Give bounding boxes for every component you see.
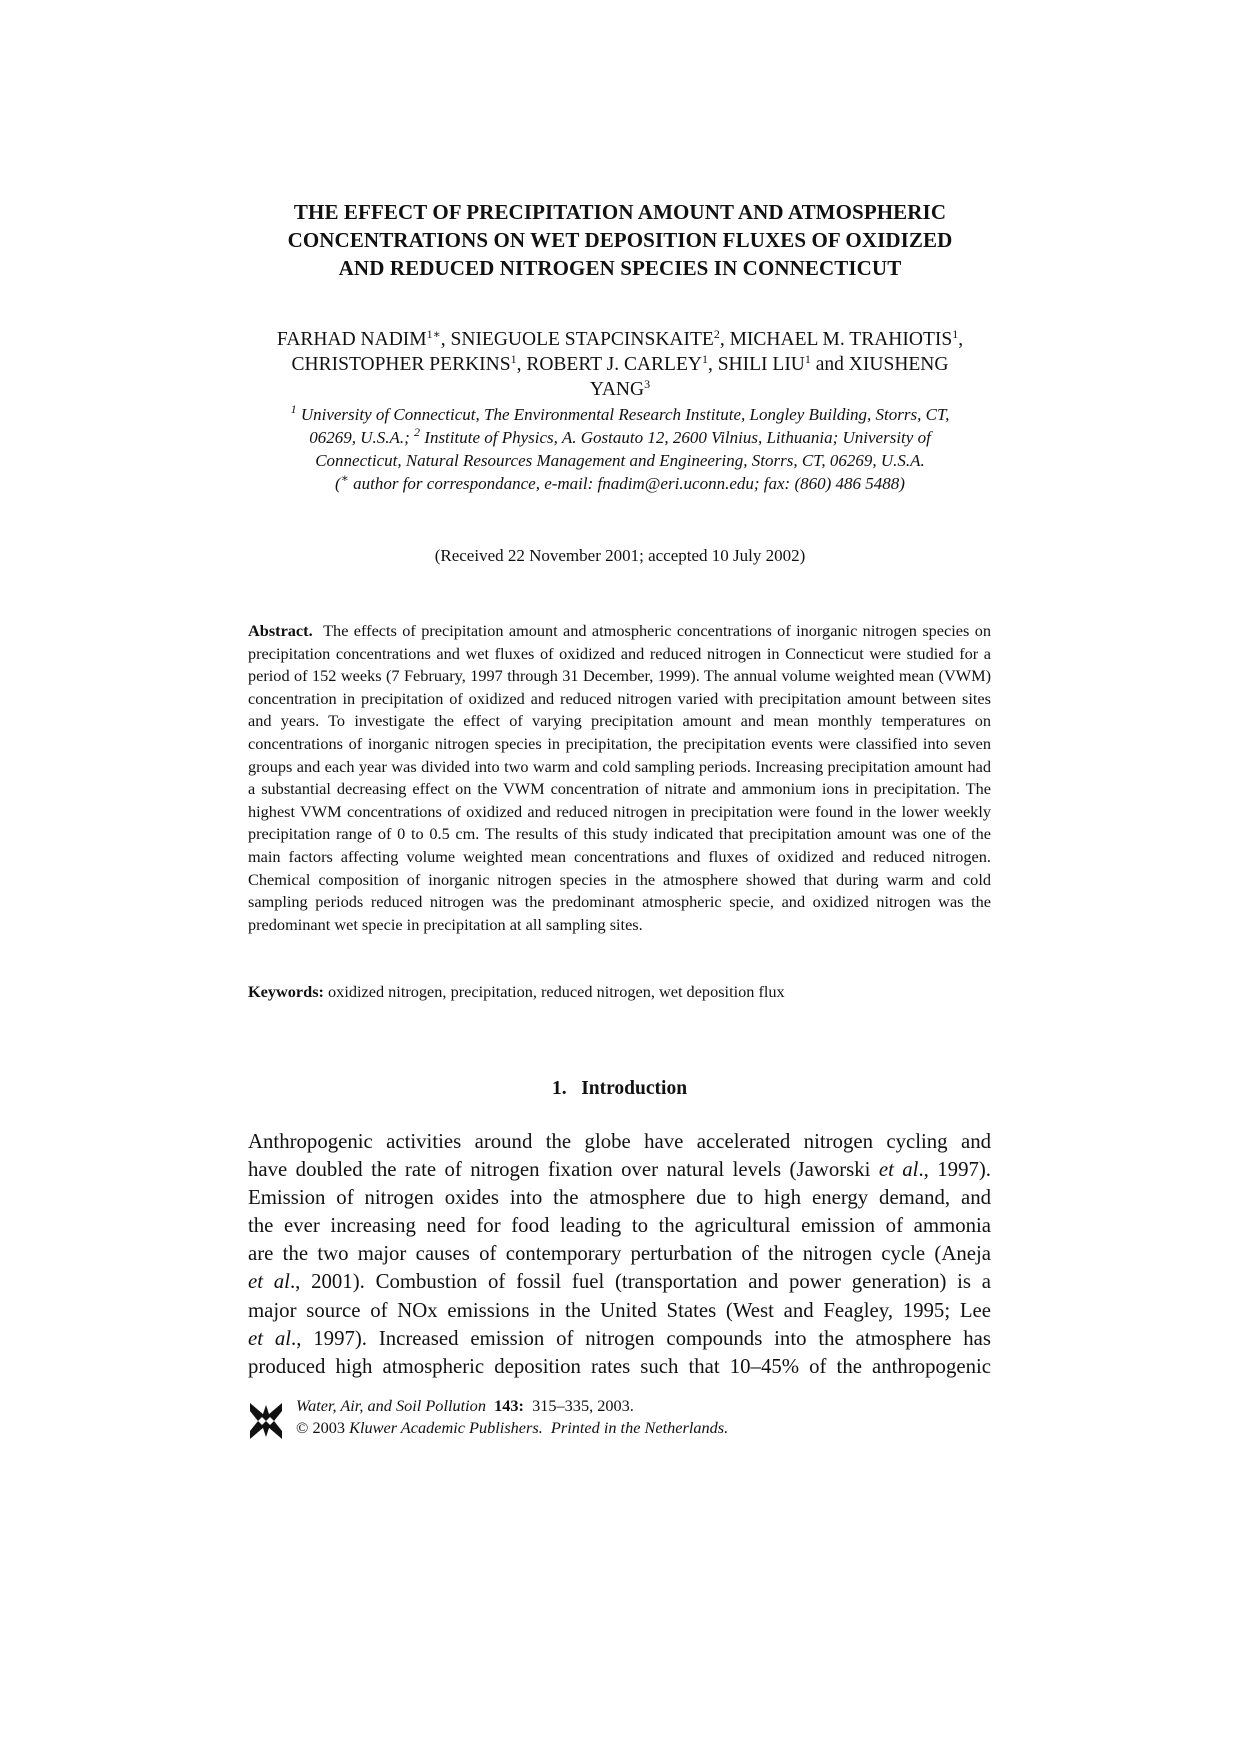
body-line: the ever increasing need for food leading to the agricultural emission of ammonia: [248, 1214, 991, 1238]
section-title: Introduction: [581, 1078, 688, 1099]
body-line: have doubled the rate of nitrogen fixation over natural levels (Jaworski et al., 1997).: [248, 1158, 991, 1182]
keywords: [248, 981, 991, 1003]
publisher-logo-icon: [248, 1401, 284, 1441]
body-line: major source of NOx emissions in the United States (West and Feagley, 1995; Lee: [248, 1298, 991, 1322]
received-dates: (Received 22 November 2001; accepted 10 July 2002): [434, 546, 806, 565]
affiliation-line: 06269, U.S.A.; $^2$ Institute of Physics, A. Gostauto 12, 2600 Vilnius, Lithuania; University of: [309, 425, 931, 447]
abstract: [248, 620, 991, 936]
abstract-label: Abstract.: [248, 621, 313, 640]
title-line: THE EFFECT OF PRECIPITATION AMOUNT AND ATMOSPHERIC: [293, 200, 947, 224]
keywords-label: Keywords:: [248, 982, 324, 1001]
abstract-text: The effects of precipitation amount and atmospheric concentrations of inorganic nitrogen species on precipitation concentrations and wet fluxes of oxidized and reduced nitrogen in Connecticut were studied for a period of 152 weeks (7 February, 1997 through 31 December, 1999). The annual volume weighted mean (VWM) concentration in precipitation of oxidized and reduced nitrogen varied with precipitation amount between sites and years. To investigate the effect of varying precipitation amount and mean monthly temperatures on concentrations of inorganic nitrogen species in precipitation, the precipitation events were classified into seven groups and each year was divided into two warm and cold sampling periods. Increasing precipitation amount had a substantial decreasing effect on the VWM concentration of nitrate and ammonium ions in precipitation. The highest VWM concentrations of oxidized and reduced nitrogen in precipitation were found in the lower weekly precipitation range of 0 to 0.5 cm. The results of this study indicated that precipitation amount was one of the main factors affecting volume weighted mean concentrations and fluxes of oxidized and reduced nitrogen. Chemical composition of inorganic nitrogen species in the atmosphere showed that during warm and cold sampling periods reduced nitrogen was the predominant atmospheric specie, and oxidized nitrogen was the predominant wet specie in precipitation at all sampling sites.: [248, 621, 991, 934]
body-line: are the two major causes of contemporary perturbation of the nitrogen cycle (Aneja: [248, 1242, 991, 1266]
body-line: Emission of nitrogen oxides into the atmosphere due to high energy demand, and: [248, 1186, 991, 1210]
author-list: [150, 327, 1090, 402]
body-line: Anthropogenic activities around the globe have accelerated nitrogen cycling and: [248, 1130, 991, 1153]
paper-title: [150, 198, 1090, 282]
keywords-text: oxidized nitrogen, precipitation, reduced nitrogen, wet deposition flux: [323, 982, 785, 1001]
journal-volume: 143:: [494, 1396, 524, 1415]
title-line: AND REDUCED NITROGEN SPECIES IN CONNECTICUT: [338, 256, 902, 280]
correspondence-line: (∗ author for correspondance, e-mail: fnadim@eri.uconn.edu; fax: (860) 486 5488): [335, 471, 905, 493]
section-number: 1.: [551, 1078, 567, 1099]
journal-footer: [248, 1395, 991, 1447]
citation-line: [296, 1395, 634, 1417]
author-line: YANG$^3$: [589, 377, 651, 400]
title-line: CONCENTRATIONS ON WET DEPOSITION FLUXES OF OXIDIZED: [287, 228, 953, 252]
copyright-line: © 2003 Kluwer Academic Publishers. Printed in the Netherlands.: [296, 1418, 729, 1437]
journal-pages: 315–335, 2003.: [532, 1396, 634, 1415]
author-line: FARHAD $NADIM^{1∗}$, SNIEGUOLE STAPCINSKAITE$^2$, MICHAEL M. TRAHIOTIS$^1$,: [276, 327, 964, 350]
journal-name: Water, Air, and Soil Pollution: [296, 1396, 486, 1415]
affiliation-line: $^1$ University of Connecticut, The Environmental Research Institute, Longley Building, Storrs, CT,: [290, 402, 950, 424]
body-line: et al., 1997). Increased emission of nitrogen compounds into the atmosphere has: [248, 1326, 991, 1350]
body-line: produced high atmospheric deposition rates such that 10–45% of the anthropogenic: [248, 1354, 991, 1378]
section-heading: [248, 1076, 991, 1102]
affiliation-line: Connecticut, Natural Resources Management and Engineering, Storrs, CT, 06269, U.S.A.: [315, 451, 925, 470]
introduction-text: [248, 1128, 991, 1381]
author-line: CHRISTOPHER PERKINS$^1$, ROBERT J. CARLEY$^1$, SHILI LIU$^1$ and XIUSHENG: [291, 352, 949, 375]
affiliations: [150, 403, 1090, 495]
body-line: et al., 2001). Combustion of fossil fuel (transportation and power generation) is a: [248, 1270, 991, 1294]
